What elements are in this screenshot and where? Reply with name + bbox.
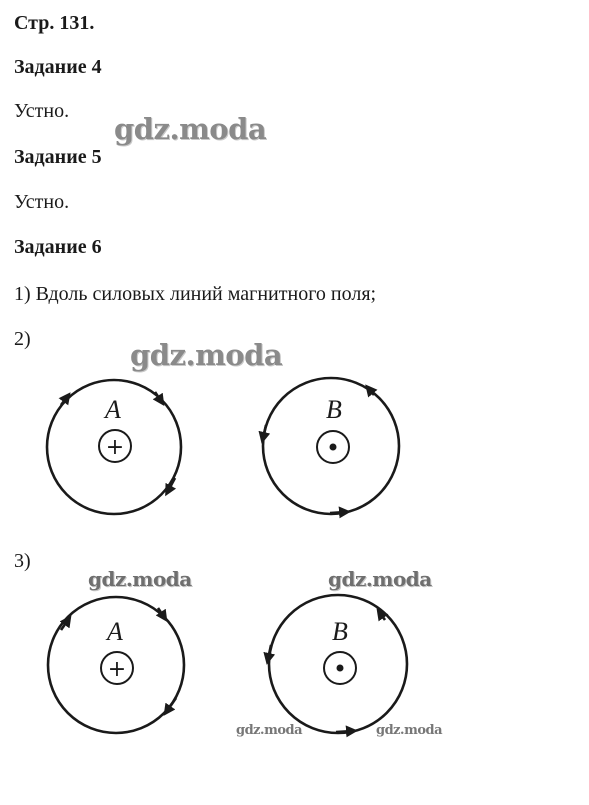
field-direction-arrow xyxy=(167,698,176,711)
task-6-item-1: 1) Вдоль силовых линий магнитного поля; xyxy=(14,283,377,305)
field-direction-arrow xyxy=(336,731,352,732)
dot-sign xyxy=(330,444,337,451)
task-6-item-2-label: 2) xyxy=(14,328,31,350)
task-4-title: Задание 4 xyxy=(14,56,102,78)
dot-sign xyxy=(337,665,344,672)
conductor-label-b: B xyxy=(332,617,348,646)
task-4-answer: Устно. xyxy=(14,100,70,122)
watermark: gdz.moda xyxy=(114,112,267,146)
task-5-title: Задание 5 xyxy=(14,146,102,168)
field-direction-arrow xyxy=(155,392,161,401)
conductor-label-a: A xyxy=(107,617,123,646)
figure-3-conductor-a xyxy=(48,597,184,733)
watermark: gdz.moda xyxy=(88,567,192,591)
field-line-circle xyxy=(269,595,407,733)
page-reference: Стр. 131. xyxy=(14,12,95,34)
field-direction-arrow xyxy=(330,512,345,513)
plus-sign: + xyxy=(107,657,127,682)
conductor-label-b: B xyxy=(326,395,342,424)
watermark: gdz.moda xyxy=(236,723,303,738)
figure-2-conductor-a xyxy=(47,380,181,514)
figure-2-conductor-b xyxy=(263,378,399,514)
plus-sign: + xyxy=(105,435,125,460)
task-6-title: Задание 6 xyxy=(14,236,102,258)
figure-3-conductor-b xyxy=(268,595,407,733)
field-direction-arrow xyxy=(263,425,266,438)
watermark: gdz.moda xyxy=(130,338,283,372)
task-6-item-3-label: 3) xyxy=(14,550,31,572)
conductor-label-a: A xyxy=(105,395,121,424)
task-5-answer: Устно. xyxy=(14,191,70,213)
watermark: gdz.moda xyxy=(376,723,443,738)
watermark: gdz.moda xyxy=(328,567,432,591)
